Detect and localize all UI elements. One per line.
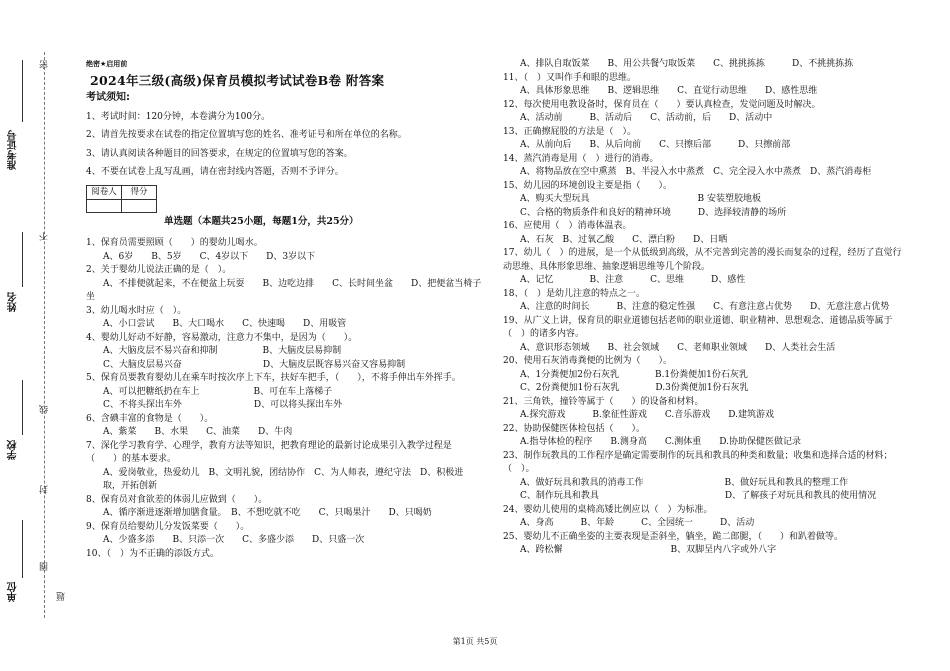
binding-strip [0, 0, 70, 671]
question-25: 25、婴幼儿不正确坐姿的主要表现是歪斜坐，躺坐，跪二郎腿，（ ）和趴着做等。 [503, 531, 843, 542]
question-22: 22、协助保健医体检包括（ ）。 [503, 423, 645, 434]
options-5b: C、不将头探出车外 D、可以将头探出车外 [103, 400, 343, 410]
notice-item: 4、不要在试卷上乱写乱画，请在密封线内答题，否则不予评分。 [86, 167, 344, 177]
question-23: 23、制作玩教具的工作程序是确定需要制作的玩具和教具的种类和数量；收集和选择合适的材料；（ ）。 [503, 450, 893, 474]
question-8: 8、保育员对食欲差的体弱儿应做到（ ）。 [86, 494, 268, 505]
question-18: 18、（ ）是幼儿注意的特点之一。 [503, 288, 645, 299]
question-15: 15、幼儿园的环境创设主要是指（ ）。 [503, 180, 672, 191]
options-2: A、不排便就起来，不在便盆上玩耍 B、边吃边排 C、长时间坐盆 D、把便盆当椅子 [103, 278, 482, 289]
options-18: A、注意的时间长 B、注意的稳定性强 C、有意注意占优势 D、无意注意占优势 [520, 302, 890, 312]
options-16: A、石灰 B、过氧乙酸 C、漂白粉 D、日晒 [520, 234, 728, 245]
score-box-score: 得分 [122, 185, 157, 200]
page-title: 2024年三级(高级)保育员模拟考试试卷B卷 附答案 [90, 72, 385, 88]
options-12: A、活动前 B、活动后 C、活动前，后 D、活动中 [520, 113, 773, 123]
question-2: 2、关于婴幼儿说法正确的是（ ）。 [86, 265, 232, 275]
options-23b: C、制作玩具和教具 D、了解孩子对玩具和教具的使用情况 [520, 491, 877, 501]
question-9: 9、保育员给婴幼儿分发饭菜要（ ）。 [86, 521, 250, 532]
options-4b: C、大脑皮层易兴奋 D、大脑皮层既容易兴奋又容易抑制 [103, 359, 406, 370]
options-20b: C、2份粪便加1份石灰乳 D.3份粪便加1份石灰乳 [520, 383, 749, 393]
question-5: 5、保育员要教育婴幼儿在乘车时按次序上下车，扶好车把手，（ ），不将手伸出车外挥手。 [86, 373, 461, 383]
options-19: A、意识形态领域 B、社会领域 C、老师职业领域 D、人类社会生活 [520, 342, 836, 353]
score-cell[interactable] [122, 200, 157, 213]
options-15a: A、购买大型玩具 B 安装塑胶地板 [520, 194, 761, 204]
question-24: 24、婴幼儿使用的桌椅高矮比例应以（ ）为标准。 [503, 504, 713, 515]
options-10: A、排队自取饭菜 B、用公共餐勺取饭菜 C、挑挑拣拣 D、不挑挑拣拣 [520, 59, 854, 69]
question-7: 7、深化学习教育学、心理学，教育方法等知识，把教育理论的最新讨论成果引入教学过程是（ ）的基本要求。 [86, 440, 452, 464]
seal-text-quan: 圈 [40, 562, 50, 571]
options-15b: C、合格的物质条件和良好的精神环境 D、选择较清静的场所 [520, 207, 787, 218]
seal-text-feng: 封 [40, 485, 50, 494]
question-1: 1、保育员需要照顾（ ）的婴幼儿喝水。 [86, 238, 263, 248]
label-name: 姓名 [8, 292, 19, 312]
question-13: 13、正确擦屁股的方法是（ ）。 [503, 126, 636, 137]
options-4a: A、大脑皮层不易兴奋和抑制 B、大脑皮层易抑制 [103, 346, 342, 356]
notice-item: 2、请首先按要求在试卷的指定位置填写您的姓名、准考证号和所在单位的名称。 [86, 130, 407, 140]
name-field[interactable] [22, 232, 23, 287]
confidential-seal: 绝密★启用前 [86, 60, 128, 68]
notice-item: 3、请认真阅读各种题目的回答要求，在规定的位置填写您的答案。 [86, 148, 353, 159]
notice-title: 考试须知: [86, 92, 130, 103]
question-19: 19、从广义上讲，保育员的职业道德包括老师的职业道德、职业精神、思想观念、道德品质等属于（ ）的诸多内容。 [503, 315, 893, 339]
seal-text-ti: 题 [57, 592, 67, 601]
options-7: A、爱岗敬业，热爱幼儿 B、文明礼貌，团结协作 C、为人师表，遵纪守法 D、积极进取，开拓创新 [103, 467, 464, 491]
question-4: 4、婴幼儿好动不好静，容易激动，注意力不集中，是因为（ ）。 [86, 332, 358, 343]
score-box [86, 185, 157, 214]
seal-dashed-line [44, 52, 45, 618]
page-footer: 第1页 共5页 [452, 637, 498, 646]
question-11: 11、（ ）又叫作手和眼的思维。 [503, 72, 636, 83]
question-3: 3、幼儿喝水时应（ ）。 [86, 305, 187, 316]
options-23a: A、做好玩具和教具的消毒工作 B、做好玩具和教具的整理工作 [520, 477, 849, 488]
question-12: 12、每次使用电教设备时，保育员在（ ）要认真检查，发觉问题及时解决。 [503, 99, 821, 110]
question-16: 16、应使用（ ）消毒体温表。 [503, 221, 632, 231]
options-14: A、将物品放在空中熏蒸 B、半浸入水中蒸煮 C、完全浸入水中蒸煮 D、蒸汽消毒柜 [520, 167, 872, 177]
options-25: A、跨松懈 B、双脚呈内八字或外八字 [520, 545, 777, 555]
options-17: A、记忆 B、注意 C、思维 D、感性 [520, 275, 746, 285]
options-1: A、6岁 B、5岁 C、4岁以下 D、3岁以下 [103, 251, 316, 262]
options-22: A.指导体检的程序 B.测身高 C.测体重 D.协助保健医做记录 [520, 437, 802, 447]
seal-text-mi: 密 [40, 60, 50, 69]
options-9: A、少盛多添 B、只添一次 C、多盛少添 D、只盛一次 [103, 535, 365, 545]
exam-number-field[interactable] [22, 60, 23, 122]
label-school: 学校 [8, 440, 19, 460]
right-column [503, 58, 903, 558]
options-5a: A、可以把糖纸扔在车上 B、可在车上落梯子 [103, 386, 333, 397]
options-13: A、从前向后 B、从后向前 C、只擦后部 D、只擦前部 [520, 140, 791, 150]
notice-item: 1、考试时间：120分钟，本卷满分为100分。 [86, 111, 271, 122]
unit-field[interactable] [22, 520, 23, 578]
question-10: 10、（ ）为不正确的添饭方式。 [86, 548, 219, 559]
score-box-grader: 阅卷人 [87, 185, 122, 200]
options-8: A、循序渐进逐渐增加膳食量。 B、不想吃就不吃 C、只喝果汁 D、只喝奶 [103, 508, 432, 518]
label-exam-number: 准考证号 [8, 130, 19, 170]
grader-cell[interactable] [87, 200, 122, 213]
question-20: 20、使用石灰消毒粪便的比例为（ ）。 [503, 356, 672, 366]
section-heading: 单选题（本题共25小题，每题1分，共25分） [164, 216, 359, 227]
label-unit: 单位 [8, 582, 19, 602]
options-6: A、紫菜 B、水果 C、油菜 D、牛肉 [103, 427, 293, 437]
question-14: 14、蒸汽消毒是用（ ）进行的消毒。 [503, 153, 659, 164]
left-column [86, 58, 481, 561]
question-17: 17、幼儿（ ）的进展，是一个从低级到高级，从不完善到完善的漫长而复杂的过程，经历了直觉行动思维、具体形象思维、抽象逻辑思维等几个阶段。 [503, 248, 902, 272]
options-2-cont: 坐 [86, 292, 96, 302]
question-6: 6、含碘丰富的食物是（ ）。 [86, 413, 214, 424]
question-21: 21、三角铁，撞铃等属于（ ）的设备和材料。 [503, 396, 704, 407]
seal-text-bu: 不 [40, 232, 50, 241]
options-24: A、身高 B、年龄 C、全园统一 D、活动 [520, 518, 755, 528]
seal-text-xian: 线 [40, 405, 50, 414]
options-21: A.探究游戏 B.象征性游戏 C.音乐游戏 D.建筑游戏 [520, 410, 775, 420]
options-20a: A、1分粪便加2份石灰乳 B.1份粪便加1份石灰乳 [520, 369, 748, 380]
school-field[interactable] [22, 380, 23, 435]
options-3: A、小口尝试 B、大口喝水 C、快速喝 D、用吸管 [103, 319, 347, 329]
options-11: A、具体形象思维 B、逻辑思维 C、直觉行动思维 D、感性思维 [520, 86, 818, 96]
